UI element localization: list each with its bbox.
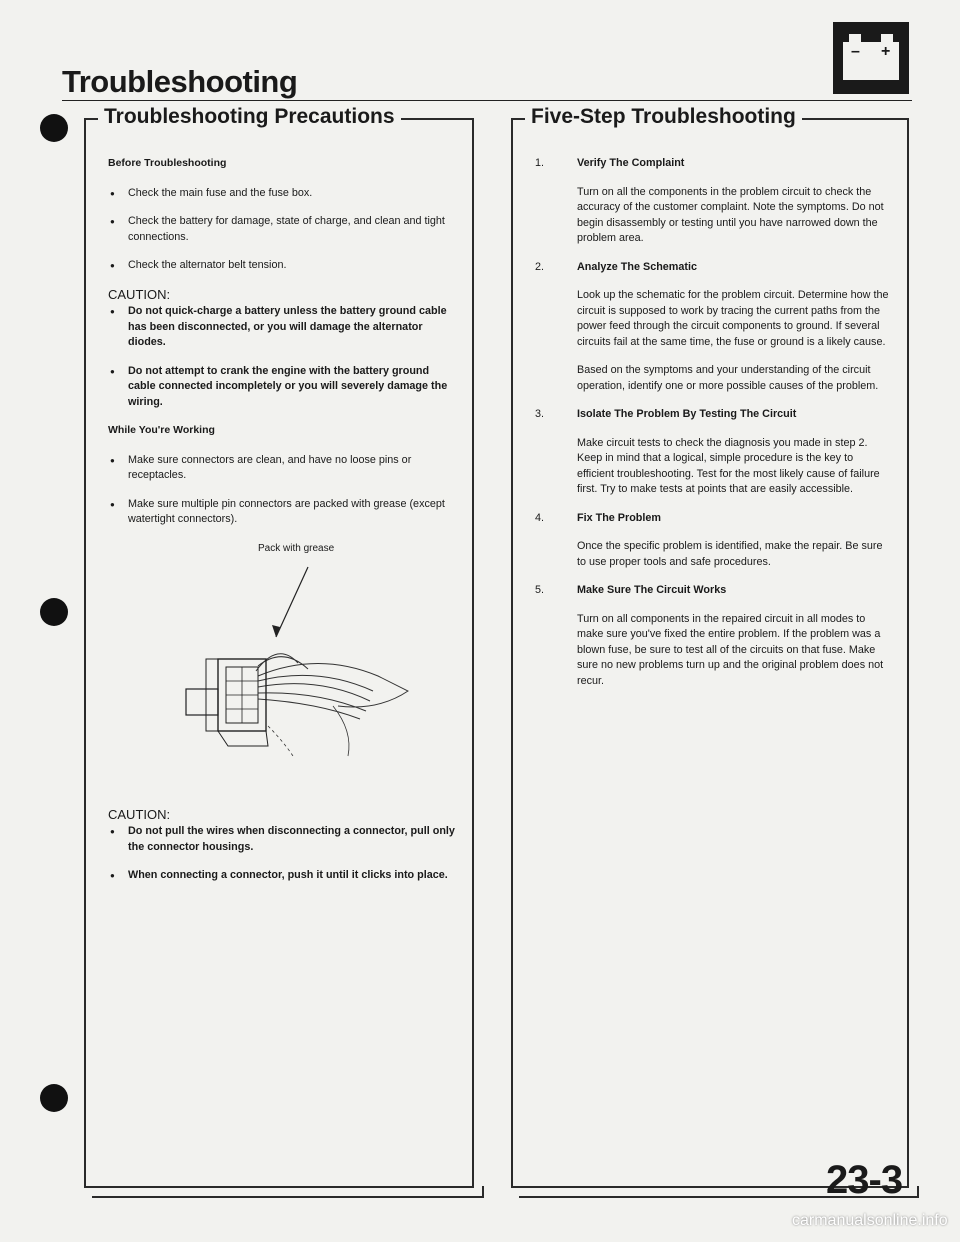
page-title: Troubleshooting bbox=[62, 64, 298, 99]
precautions-content bbox=[108, 156, 456, 897]
step-item bbox=[535, 583, 891, 689]
five-step-title: Five-Step Troubleshooting bbox=[525, 105, 802, 129]
step-number: 2. bbox=[535, 260, 545, 273]
step-number: 4. bbox=[535, 511, 545, 524]
title-rule bbox=[62, 100, 912, 101]
step-number: 3. bbox=[535, 408, 545, 420]
battery-plus-sign: + bbox=[881, 43, 891, 60]
step-item bbox=[535, 511, 891, 571]
binder-hole bbox=[40, 598, 68, 626]
step-item bbox=[535, 260, 891, 395]
caution-item: ● Do not pull the wires when disconnecting a connector, pull only the connector housings. bbox=[108, 824, 456, 855]
binder-hole bbox=[40, 114, 68, 142]
step-body: Turn on all components in the repaired circuit in all modes to make sure you've fixed the entire problem. If the problem was a blown fuse, be sure to test all of the circuits on that fuse. Make sure no new problems turn up and the original problem does not recur. bbox=[577, 612, 884, 687]
step-number: 1. bbox=[535, 157, 545, 169]
step-item bbox=[535, 156, 891, 247]
battery-body bbox=[843, 42, 899, 80]
step-number: 5. bbox=[535, 584, 545, 596]
step-title: Analyze The Schematic bbox=[577, 260, 698, 273]
battery-terminal-positive bbox=[881, 34, 893, 42]
list-item: ● Check the alternator belt tension. bbox=[108, 258, 456, 274]
caution-item: ● Do not attempt to crank the engine with the battery ground cable connected incompletely or you will severely damage the wiring. bbox=[108, 364, 456, 411]
caution-item: ● When connecting a connector, push it until it clicks into place. bbox=[108, 868, 456, 884]
step-title: Verify The Complaint bbox=[577, 157, 685, 169]
step-body: Based on the symptoms and your understanding of the circuit operation, identify one or more possible causes of the problem. bbox=[577, 364, 879, 392]
step-body: Make circuit tests to check the diagnosis you made in step 2. Keep in mind that a logical, simple procedure is the key to efficient troubleshooting. Test for the most likely cause of failure first. Try to make tests at points that are easily accessible. bbox=[577, 436, 880, 495]
step-title: Fix The Problem bbox=[577, 511, 661, 524]
list-item: ● Make sure connectors are clean, and have no loose pins or receptacles. bbox=[108, 453, 456, 484]
figure-label: Pack with grease bbox=[258, 542, 335, 554]
step-title: Isolate The Problem By Testing The Circuit bbox=[577, 408, 797, 420]
caution-item: ● Do not quick-charge a battery unless the battery ground cable has been disconnected, or you will damage the alternator diodes. bbox=[108, 304, 456, 351]
step-body: Look up the schematic for the problem circuit. Determine how the circuit is supposed to work by tracing the current paths from the power feed through the circuit components to ground. If several circuits fail at the same time, the fuse or ground is a likely cause. bbox=[577, 289, 889, 348]
step-item bbox=[535, 407, 891, 498]
step-body: Turn on all the components in the problem circuit to check the accuracy of the customer complaint. Note the symptoms. Do not begin disassembly or testing until you have narrowed down the problem area. bbox=[577, 185, 884, 244]
battery-terminal-negative bbox=[849, 34, 861, 42]
working-heading: While You're Working bbox=[108, 424, 215, 436]
list-item: ● Make sure multiple pin connectors are packed with grease (except watertight connectors). bbox=[108, 497, 456, 528]
list-item: ● Check the battery for damage, state of charge, and clean and tight connections. bbox=[108, 214, 456, 245]
caution-label: CAUTION: bbox=[108, 806, 171, 822]
precautions-panel bbox=[84, 105, 474, 1188]
step-body: Once the specific problem is identified, make the repair. Be sure to use proper tools and safe procedures. bbox=[577, 540, 883, 568]
binder-hole bbox=[40, 1084, 68, 1112]
five-step-panel bbox=[511, 105, 909, 1188]
connector-figure bbox=[108, 541, 448, 791]
page-number: 23-3 bbox=[826, 1158, 903, 1202]
five-step-content bbox=[535, 156, 891, 702]
battery-minus-sign: – bbox=[851, 43, 860, 60]
step-title: Make Sure The Circuit Works bbox=[577, 584, 727, 596]
battery-icon bbox=[833, 22, 909, 94]
precautions-title: Troubleshooting Precautions bbox=[98, 105, 401, 129]
before-heading: Before Troubleshooting bbox=[108, 157, 227, 169]
caution-label: CAUTION: bbox=[108, 286, 171, 302]
list-item: ● Check the main fuse and the fuse box. bbox=[108, 186, 456, 202]
connector-illustration bbox=[108, 541, 448, 791]
watermark: carmanualsonline.info bbox=[792, 1212, 948, 1229]
